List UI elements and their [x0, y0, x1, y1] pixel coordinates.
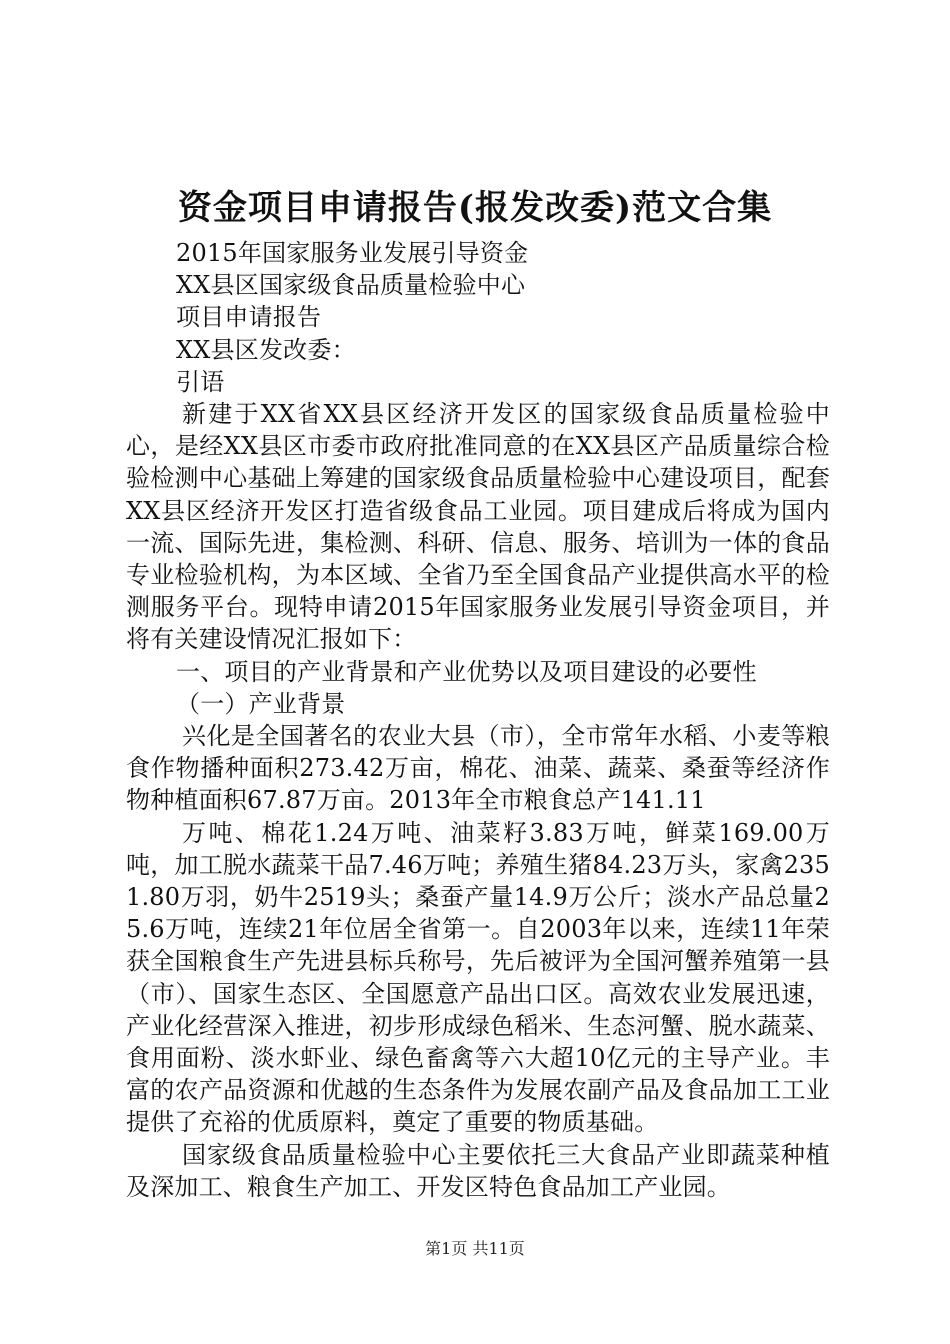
document-title: 资金项目申请报告(报发改委)范文合集 — [177, 188, 773, 228]
header-line-funding: 2015年国家服务业发展引导资金 — [176, 239, 529, 267]
page-footer: 第1页 共11页 — [425, 1239, 525, 1258]
section-heading: 一、项目的产业背景和产业优势以及项目建设的必要性 — [176, 657, 757, 686]
header-line-preface: 引语 — [176, 367, 225, 396]
header-line-addressee: XX县区发改委： — [176, 335, 356, 364]
background-paragraph-2: 万吨、棉花1.24万吨、油菜籽3.83万吨，鲜菜169.00万吨，加工脱水蔬菜干品7.46万吨；养殖生猪84.23万头，家禽2351.80万羽，奶牛2519头；桑蚕产量14.9万公斤；淡水产品总量25.6万吨，连续21年位居全省第一。自2003年以来，连续11年荣获全国粮食生产先进县标兵称号，先后被评为全国河蟹养殖第一县（市）、国家生态区、全国愿意产品出口区。高效农业发展迅速，产业化经营深入推进，初步形成绿色稻米、生态河蟹、脱水蔬菜、食用面粉、淡水虾业、绿色畜禽等六大超10亿元的主导产业。丰富的农产品资源和优越的生态条件为发展农副产品及食品加工工业提供了充裕的优质原料，奠定了重要的物质基础。 — [126, 818, 830, 1137]
header-line-center: XX县区国家级食品质量检验中心 — [176, 271, 526, 300]
intro-paragraph: 新建于XX省XX县区经济开发区的国家级食品质量检验中心，是经XX县区市委市政府批准同意的在XX县区产品质量综合检验检测中心基础上筹建的国家级食品质量检验中心建设项目，配套XX县区经济开发区打造省级食品工业园。项目建成后将成为国内一流、国际先进，集检测、科研、信息、服务、培训为一体的食品专业检验机构，为本区域、全省乃至全国食品产业提供高水平的检测服务平台。现特申请2015年国家服务业发展引导资金项目，并将有关建设情况汇报如下： — [126, 400, 830, 654]
subsection-heading: （一）产业背景 — [176, 689, 346, 718]
background-paragraph-1: 兴化是全国著名的农业大县（市），全市常年水稻、小麦等粮食作物播种面积273.42万亩，棉花、油菜、蔬菜、桑蚕等经济作物种植面积67.87万亩。2013年全市粮食总产141.11 — [126, 722, 830, 815]
closing-paragraph: 国家级食品质量检验中心主要依托三大食品产业即蔬菜种植及深加工、粮食生产加工、开发区特色食品加工产业园。 — [126, 1140, 830, 1201]
header-line-report: 项目申请报告 — [176, 303, 322, 332]
document-body — [126, 237, 830, 1203]
